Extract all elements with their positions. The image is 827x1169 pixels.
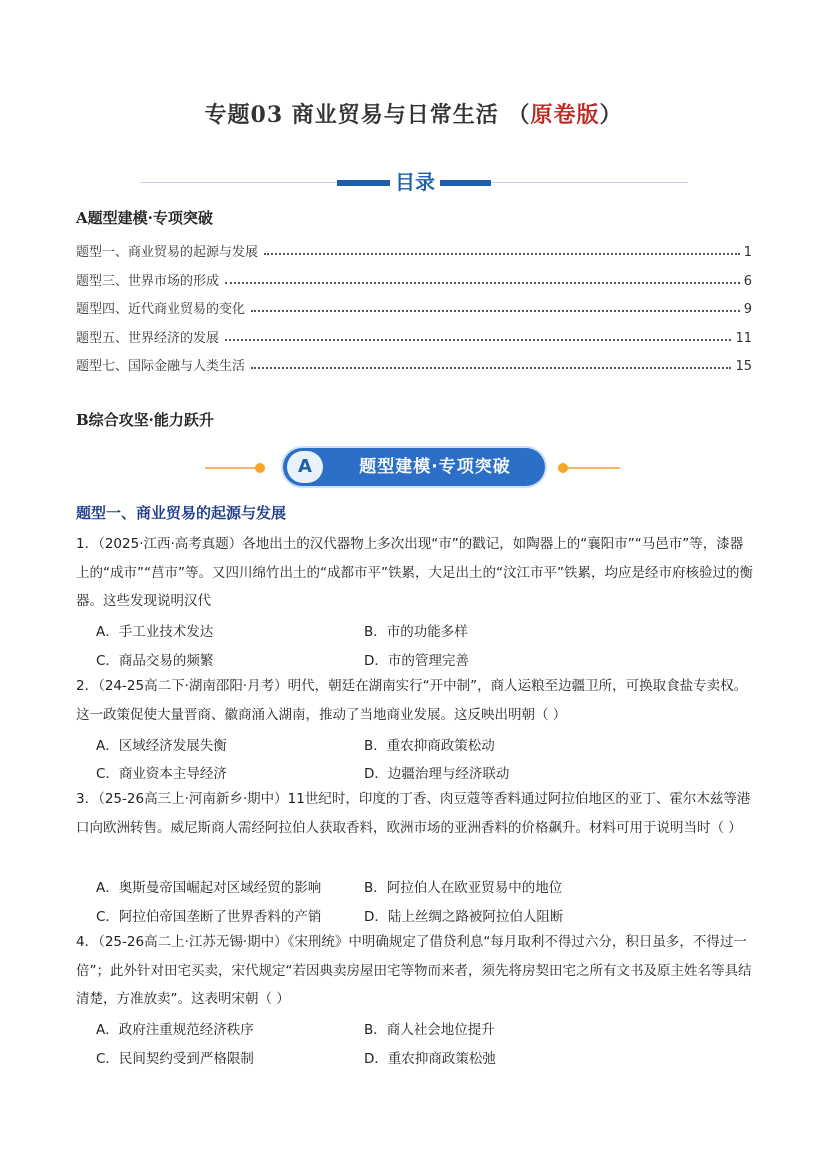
- option-a[interactable]: A．手工业技术发达: [96, 624, 214, 640]
- toc-heading: 目录: [390, 166, 440, 195]
- option-c[interactable]: C．民间契约受到严格限制: [96, 1051, 254, 1067]
- banner-letter-badge: A: [287, 451, 323, 483]
- toc-label: 题型五、世界经济的发展: [76, 331, 220, 346]
- option-b[interactable]: B．阿拉伯人在欧亚贸易中的地位: [364, 880, 563, 896]
- option-a[interactable]: A．奥斯曼帝国崛起对区域经贸的影响: [96, 880, 322, 896]
- option-b[interactable]: B．商人社会地位提升: [364, 1022, 495, 1038]
- title-close: ）: [599, 102, 623, 128]
- toc-label: 题型三、世界市场的形成: [76, 274, 220, 289]
- question-stem: [76, 928, 756, 1014]
- banner-text: 题型建模·专项突破: [359, 457, 511, 477]
- toc-leader: [251, 310, 740, 312]
- question-text: 各地出土的汉代器物上多次出现“市”的戳记，如陶器上的“襄阳市”“马邑市”等，漆器上的“成市”“莒市”等。又四川绵竹出土的“成都市平”铁累，大足出土的“汶江市平”铁累，均应是经市府核验过的衡器。这些发现说明汉代: [76, 536, 753, 609]
- page-title: [0, 98, 827, 129]
- toc-page: 15: [735, 359, 752, 374]
- question-source: （2025·江西·高考真题）: [98, 536, 243, 552]
- toc-row[interactable]: [76, 354, 752, 374]
- toc-bar-left: [337, 180, 390, 186]
- toc-page: 9: [743, 302, 752, 317]
- option-d[interactable]: D．陆上丝绸之路被阿拉伯人阻断: [364, 909, 564, 925]
- question-text: 11世纪时，印度的丁香、肉豆蔻等香料通过阿拉伯地区的亚丁、霍尔木兹等港口向欧洲转售。威尼斯商人需经阿拉伯人获取香料，欧洲市场的亚洲香料的价格飙升。材料可用于说明当时（ ）: [76, 791, 751, 836]
- toc-row[interactable]: [76, 240, 752, 260]
- toc-leader: [225, 282, 740, 284]
- toc-page: 6: [743, 274, 752, 289]
- option-a[interactable]: A．区域经济发展失衡: [96, 738, 227, 754]
- question-number: 1．: [76, 536, 99, 552]
- title-main: 专题03 商业贸易与日常生活 （: [204, 102, 531, 128]
- option-c[interactable]: C．商业资本主导经济: [96, 766, 227, 782]
- toc-bar-right: [438, 180, 491, 186]
- option-c[interactable]: C．商品交易的频繁: [96, 653, 214, 669]
- toc-page: 11: [735, 331, 752, 346]
- toc-label: 题型四、近代商业贸易的变化: [76, 302, 246, 317]
- question-text: 明代，朝廷在湖南实行“开中制”，商人运粮至边疆卫所，可换取食盐专卖权。这一政策促使大量晋商、徽商涌入湖南，推动了当地商业发展。这反映出明朝（ ）: [76, 678, 748, 723]
- toc-leader: [264, 253, 740, 255]
- option-d[interactable]: D．边疆治理与经济联动: [364, 766, 510, 782]
- option-a[interactable]: A．政府注重规范经济秩序: [96, 1022, 254, 1038]
- title-highlight: 原卷版: [530, 102, 600, 128]
- banner-line-left: [205, 467, 260, 469]
- toc-section-a: A题型建模·专项突破: [76, 209, 213, 227]
- question-stem: [76, 672, 756, 729]
- question-stem: [76, 785, 756, 842]
- toc-row[interactable]: [76, 326, 752, 346]
- question-source: （24-25高二下·湖南邵阳·月考）: [98, 678, 288, 694]
- question-source: （25-26高二上·江苏无锡·期中）: [98, 934, 288, 950]
- option-b[interactable]: B．重农抑商政策松动: [364, 738, 495, 754]
- question-number: 4．: [76, 934, 99, 950]
- category-title: 题型一、商业贸易的起源与发展: [76, 504, 287, 522]
- toc-leader: [251, 367, 731, 369]
- question-stem: [76, 530, 756, 616]
- toc-page: 1: [743, 245, 752, 260]
- option-b[interactable]: B．市的功能多样: [364, 624, 468, 640]
- option-c[interactable]: C．阿拉伯帝国垄断了世界香料的产销: [96, 909, 322, 925]
- toc-label: 题型一、商业贸易的起源与发展: [76, 245, 259, 260]
- question-source: （25-26高三上·河南新乡·期中）: [98, 791, 288, 807]
- toc-label: 题型七、国际金融与人类生活: [76, 359, 246, 374]
- option-d[interactable]: D．市的管理完善: [364, 653, 469, 669]
- banner-dot-left: [255, 463, 265, 473]
- question-number: 3．: [76, 791, 99, 807]
- option-d[interactable]: D．重农抑商政策松弛: [364, 1051, 496, 1067]
- question-number: 2．: [76, 678, 99, 694]
- toc-row[interactable]: [76, 269, 752, 289]
- banner-dot-right: [558, 463, 568, 473]
- banner-line-right: [565, 467, 620, 469]
- toc-section-b: B综合攻坚·能力跃升: [76, 411, 214, 429]
- question-text: 《宋刑统》中明确规定了借贷利息“每月取利不得过六分，积日虽多，不得过一倍”；此外针对田宅买卖，宋代规定“若因典卖房屋田宅等物而来者，须先将房契田宅之所有文书及原主姓名等具结清楚，方准放卖”。这表明宋朝（ ）: [76, 934, 752, 1007]
- toc-leader: [225, 339, 731, 341]
- toc-row[interactable]: [76, 297, 752, 317]
